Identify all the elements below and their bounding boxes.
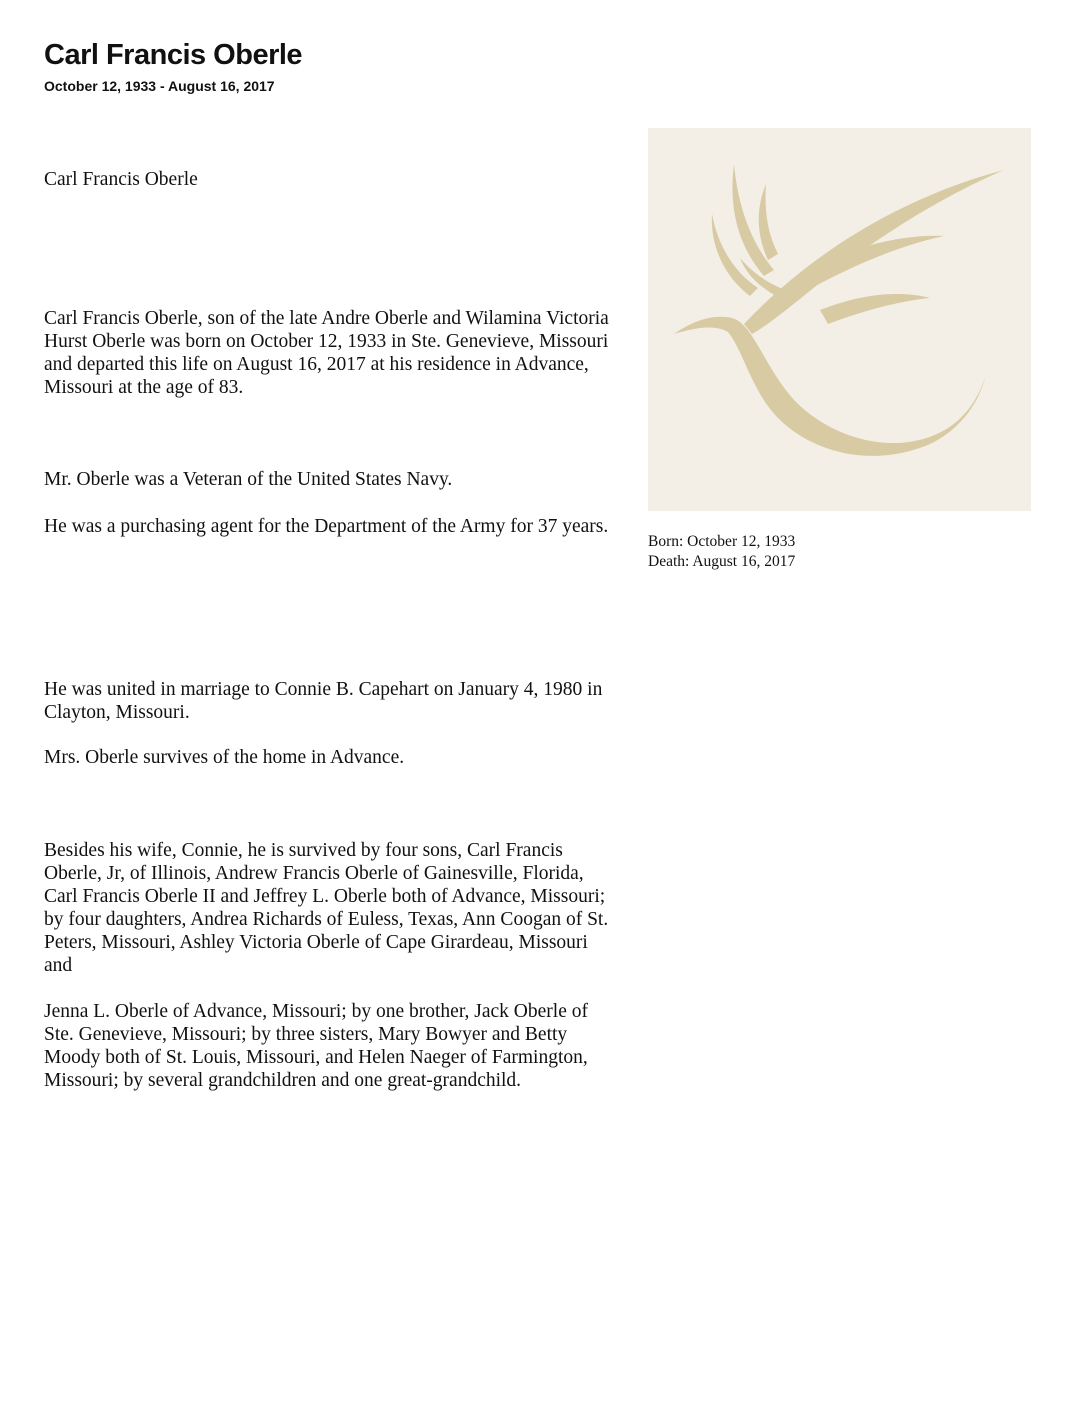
obituary-paragraph-name: Carl Francis Oberle <box>44 169 198 190</box>
page-title: Carl Francis Oberle <box>44 39 303 71</box>
obituary-paragraph-wife: Mrs. Oberle survives of the home in Advance. <box>44 747 405 768</box>
obituary-paragraph-survivors-continued: Jenna L. Oberle of Advance, Missouri; by one brother, Jack Oberle of Ste. Genevieve, Missouri; by three sisters, Mary Bowyer and Betty Moody both of St. Louis, Missouri, and Helen Naeger of Farmington, Missouri; by several grandchildren and one great-grandchild. <box>44 1001 588 1091</box>
born-date: Born: October 12, 1933 <box>648 533 796 550</box>
obituary-paragraph-birth: Carl Francis Oberle, son of the late Andre Oberle and Wilamina Victoria Hurst Oberle was born on October 12, 1933 in Ste. Genevieve, Missouri and departed this life on August 16, 2017 at his residence in Advance, Missouri at the age of 83. <box>44 308 609 398</box>
obituary-paragraph-survivors: Besides his wife, Connie, he is survived by four sons, Carl Francis Oberle, Jr, of Illinois, Andrew Francis Oberle of Gainesville, Florida, Carl Francis Oberle II and Jeffrey L. Oberle both of Advance, Missouri; by four daughters, Andrea Richards of Euless, Texas, Ann Coogan of St. Peters, Missouri, Ashley Victoria Oberle of Cape Girardeau, Missouri and <box>44 840 609 976</box>
obituary-paragraph-navy: Mr. Oberle was a Veteran of the United States Navy. <box>44 469 453 490</box>
dove-icon <box>648 128 1031 511</box>
obituary-paragraph-marriage: He was united in marriage to Connie B. Capehart on January 4, 1980 in Clayton, Missouri. <box>44 679 603 723</box>
death-date: Death: August 16, 2017 <box>648 553 796 570</box>
life-summary <box>648 532 795 572</box>
obituary-paragraph-career: He was a purchasing agent for the Department of the Army for 37 years. <box>44 516 609 537</box>
dove-image <box>648 128 1031 511</box>
life-dates: October 12, 1933 - August 16, 2017 <box>44 78 275 94</box>
obituary-header <box>44 36 302 95</box>
